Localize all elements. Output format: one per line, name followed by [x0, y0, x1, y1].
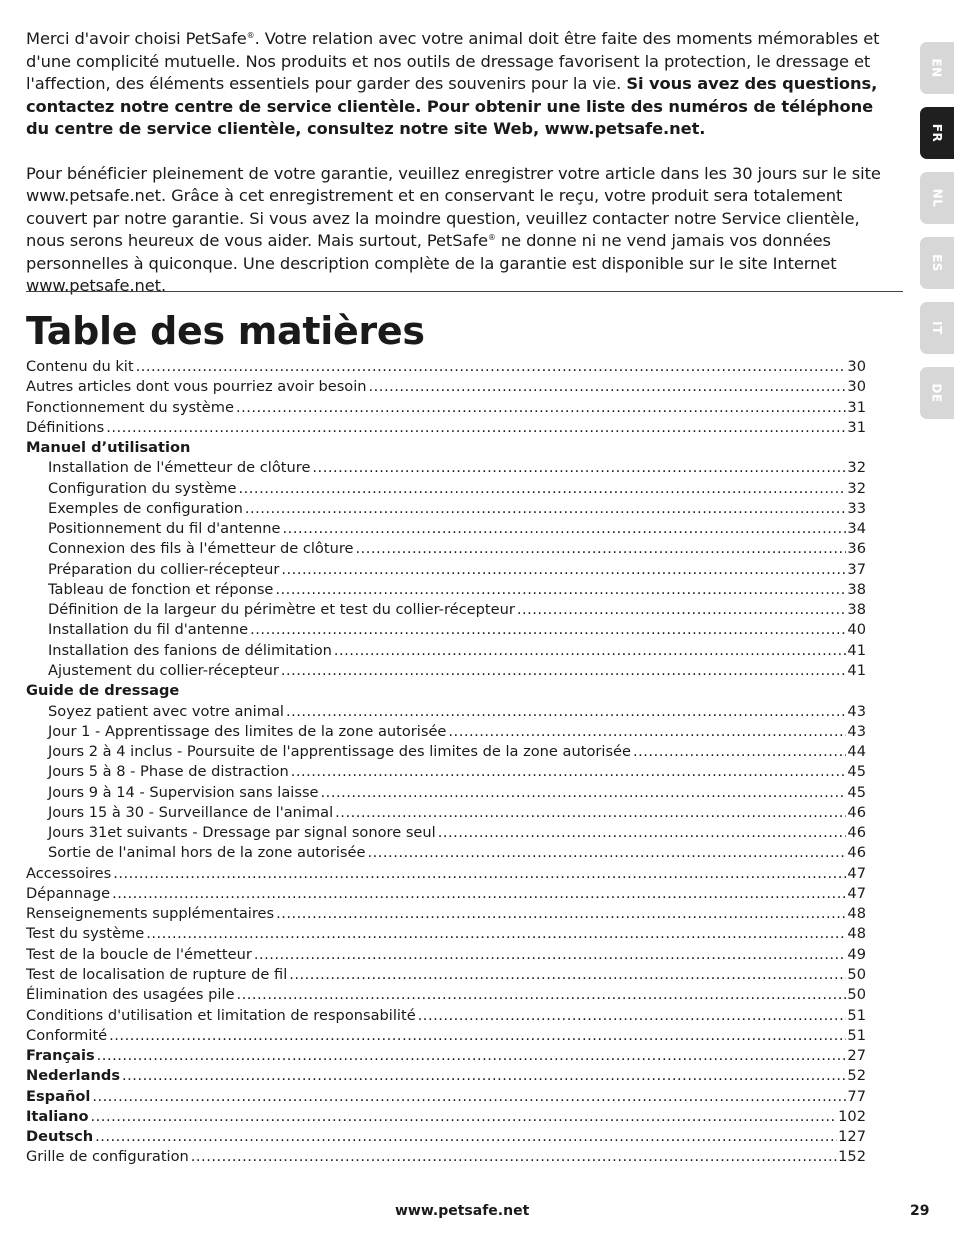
toc-label: Jours 31et suivants - Dressage par signal sonore seul — [48, 824, 436, 842]
toc-page-number: 44 — [847, 743, 866, 761]
toc-entry[interactable] — [26, 458, 866, 478]
toc-section-heading — [26, 681, 866, 701]
toc-leader-dots — [113, 864, 846, 884]
toc-entry[interactable] — [26, 945, 866, 965]
toc-page-number: 43 — [847, 722, 866, 740]
toc-entry[interactable] — [26, 661, 866, 681]
intro-paragraph-1 — [26, 28, 896, 141]
tab-label: NL — [929, 188, 944, 208]
toc-leader-dots — [92, 1087, 846, 1107]
tab-label: EN — [930, 58, 944, 78]
toc-entry[interactable] — [26, 843, 866, 863]
toc-entry[interactable] — [26, 1026, 866, 1046]
toc-label: Ajustement du collier-récepteur — [48, 661, 279, 679]
toc-entry[interactable] — [26, 377, 866, 397]
toc-entry[interactable] — [26, 924, 866, 944]
toc-label: Définitions — [26, 418, 105, 436]
toc-leader-dots — [334, 641, 847, 661]
toc-page-number: 32 — [847, 459, 866, 477]
toc-page-number: 31 — [847, 418, 866, 436]
intro-p2-text: Pour bénéficier pleinement de votre garantie, veuillez enregistrer votre article dans les 30 jours sur le site www.petsafe.net. Grâce à cet enregistrement et en conservant le reçu, votre produit sera totalement couvert par notre garantie. Si vous avez la moindre question, veuillez contacter notre Service clientèle, nous serons heureux de vous aider. Mais surtout, PetSafe — [26, 163, 881, 250]
tab-en[interactable] — [920, 42, 954, 94]
toc-label: Test de la boucle de l'émetteur — [26, 945, 252, 963]
toc-entry[interactable] — [26, 539, 866, 559]
toc-entry[interactable] — [26, 641, 866, 661]
toc-leader-dots — [106, 418, 846, 438]
toc-page-number: 27 — [847, 1047, 866, 1065]
toc-label: Définition de la largeur du périmètre et test du collier-récepteur — [48, 601, 515, 619]
toc-label: Grille de configuration — [26, 1148, 189, 1166]
toc-leader-dots — [236, 398, 846, 418]
toc-label: Connexion des fils à l'émetteur de clôture — [48, 540, 354, 558]
toc-label: Installation de l'émetteur de clôture — [48, 459, 311, 477]
toc-page-number: 49 — [847, 945, 866, 963]
toc-page-number: 46 — [847, 824, 866, 842]
toc-label: Soyez patient avec votre animal — [48, 702, 284, 720]
toc-leader-dots — [418, 1006, 847, 1026]
toc-page-number: 52 — [847, 1067, 866, 1085]
toc-label: Tableau de fonction et réponse — [48, 580, 274, 598]
intro-text — [26, 28, 896, 298]
toc-entry[interactable] — [26, 884, 866, 904]
toc-page-number: 51 — [847, 1026, 866, 1044]
toc-page-number: 37 — [847, 560, 866, 578]
toc-page-number: 51 — [847, 1006, 866, 1024]
toc-entry[interactable] — [26, 722, 866, 742]
toc-leader-dots — [633, 742, 846, 762]
toc-leader-dots — [250, 620, 846, 640]
tab-de[interactable] — [920, 367, 954, 419]
registered-mark: ® — [487, 233, 496, 242]
toc-leader-dots — [91, 1107, 838, 1127]
toc-page-number: 50 — [847, 986, 866, 1004]
toc-leader-dots — [312, 458, 846, 478]
toc-page-number: 40 — [847, 621, 866, 639]
tab-label: IT — [930, 321, 944, 335]
toc-entry[interactable] — [26, 1046, 866, 1066]
language-tabs — [920, 42, 954, 432]
toc-label: Sortie de l'animal hors de la zone autorisée — [48, 844, 366, 862]
tab-es[interactable] — [920, 237, 954, 289]
toc-leader-dots — [122, 1066, 846, 1086]
toc-page-number: 127 — [838, 1128, 866, 1146]
toc-label: Élimination des usagées pile — [26, 986, 235, 1004]
toc-entry[interactable] — [26, 823, 866, 843]
toc-label: Autres articles dont vous pourriez avoir besoin — [26, 378, 367, 396]
footer-url[interactable]: www.petsafe.net — [395, 1203, 530, 1219]
toc-leader-dots — [321, 783, 847, 803]
toc-label: Deutsch — [26, 1128, 94, 1146]
toc-label: Fonctionnement du système — [26, 398, 234, 416]
toc-leader-dots — [448, 722, 846, 742]
toc-page-number: 102 — [838, 1107, 866, 1125]
toc-leader-dots — [286, 702, 846, 722]
toc-entry[interactable] — [26, 600, 866, 620]
toc-page-number: 45 — [847, 783, 866, 801]
toc-entry[interactable] — [26, 965, 866, 985]
toc-page-number: 38 — [847, 601, 866, 619]
toc-leader-dots — [254, 945, 847, 965]
toc-entry[interactable] — [26, 479, 866, 499]
toc-label: Test de localisation de rupture de fil — [26, 965, 288, 983]
toc-entry[interactable] — [26, 1147, 866, 1167]
toc-leader-dots — [275, 580, 846, 600]
toc-label: Conditions d'utilisation et limitation de responsabilité — [26, 1006, 416, 1024]
toc-page-number: 32 — [847, 479, 866, 497]
toc-page-number: 43 — [847, 702, 866, 720]
toc-leader-dots — [95, 1127, 837, 1147]
toc-page-number: 30 — [847, 378, 866, 396]
toc-entry[interactable] — [26, 560, 866, 580]
tab-nl[interactable] — [920, 172, 954, 224]
toc-page-number: 31 — [847, 398, 866, 416]
page-number: 29 — [910, 1203, 930, 1219]
toc-entry[interactable] — [26, 985, 866, 1005]
toc-page-number: 46 — [847, 803, 866, 821]
toc-entry[interactable] — [26, 357, 866, 377]
toc-page-number: 152 — [838, 1148, 866, 1166]
toc-leader-dots — [136, 357, 847, 377]
toc-label: Français — [26, 1047, 95, 1065]
toc-label: Test du système — [26, 925, 145, 943]
toc-label: Conformité — [26, 1026, 108, 1044]
registered-mark: ® — [246, 31, 255, 40]
toc-leader-dots — [369, 377, 847, 397]
toc-entry[interactable] — [26, 742, 866, 762]
toc-entry[interactable] — [26, 803, 866, 823]
tab-label: DE — [929, 383, 944, 403]
toc-page-number: 77 — [847, 1087, 866, 1105]
toc-label: Jour 1 - Apprentissage des limites de la zone autorisée — [48, 722, 447, 740]
toc-label: Dépannage — [26, 884, 111, 902]
divider — [26, 291, 903, 292]
toc-leader-dots — [276, 904, 846, 924]
toc-leader-dots — [146, 924, 846, 944]
toc-page-number: 33 — [847, 499, 866, 517]
toc-page-number: 30 — [847, 358, 866, 375]
toc-entry[interactable] — [26, 398, 866, 418]
table-of-contents — [26, 357, 866, 1168]
toc-entry[interactable] — [26, 1107, 866, 1127]
toc-page-number: 34 — [847, 520, 866, 538]
toc-page-number: 50 — [847, 965, 866, 983]
toc-label: Contenu du kit — [26, 358, 134, 375]
toc-leader-dots — [109, 1026, 846, 1046]
toc-entry[interactable] — [26, 1066, 866, 1086]
tab-fr[interactable] — [920, 107, 954, 159]
toc-entry[interactable] — [26, 1006, 866, 1026]
toc-label: Configuration du système — [48, 479, 237, 497]
toc-label: Exemples de configuration — [48, 499, 243, 517]
toc-label: Jours 2 à 4 inclus - Poursuite de l'apprentissage des limites de la zone autorisée — [48, 743, 632, 761]
toc-page-number: 46 — [847, 844, 866, 862]
tab-label: FR — [930, 123, 944, 143]
toc-label: Italiano — [26, 1107, 89, 1125]
toc-page-number: 47 — [847, 884, 866, 902]
toc-entry[interactable] — [26, 519, 866, 539]
toc-leader-dots — [291, 762, 847, 782]
tab-it[interactable] — [920, 302, 954, 354]
toc-label: Positionnement du fil d'antenne — [48, 520, 281, 538]
toc-leader-dots — [281, 560, 846, 580]
toc-page-number: 41 — [847, 661, 866, 679]
toc-leader-dots — [191, 1147, 837, 1167]
toc-section-heading — [26, 438, 866, 458]
toc-label: Installation des fanions de délimitation — [48, 641, 332, 659]
toc-label: Jours 15 à 30 - Surveillance de l'animal — [48, 803, 334, 821]
toc-entry[interactable] — [26, 904, 866, 924]
toc-leader-dots — [368, 843, 847, 863]
toc-leader-dots — [245, 499, 847, 519]
toc-label: Español — [26, 1087, 91, 1105]
toc-entry[interactable] — [26, 783, 866, 803]
toc-label: Renseignements supplémentaires — [26, 905, 275, 923]
toc-leader-dots — [355, 539, 846, 559]
toc-page-number: 48 — [847, 905, 866, 923]
toc-leader-dots — [335, 803, 846, 823]
toc-leader-dots — [239, 479, 847, 499]
toc-leader-dots — [281, 661, 847, 681]
toc-entry[interactable] — [26, 418, 866, 438]
toc-leader-dots — [438, 823, 847, 843]
toc-label: Nederlands — [26, 1067, 121, 1085]
toc-leader-dots — [283, 519, 847, 539]
toc-label: Installation du fil d'antenne — [48, 621, 249, 639]
toc-entry[interactable] — [26, 864, 866, 884]
toc-leader-dots — [97, 1046, 847, 1066]
toc-page-number: 41 — [847, 641, 866, 659]
toc-entry[interactable] — [26, 1127, 866, 1147]
toc-page-number: 48 — [847, 925, 866, 943]
toc-page-number: 36 — [847, 540, 866, 558]
toc-entry[interactable] — [26, 762, 866, 782]
toc-label: Manuel d’utilisation — [26, 439, 191, 457]
toc-page-number: 47 — [847, 864, 866, 882]
toc-leader-dots — [236, 985, 846, 1005]
toc-entry[interactable] — [26, 620, 866, 640]
toc-entry[interactable] — [26, 499, 866, 519]
toc-page-number: 38 — [847, 580, 866, 598]
toc-leader-dots — [517, 600, 847, 620]
intro-p1-text-cont: . Votre relation avec votre animal doit être faite des moments mémorables et d'une complicité mutuelle. Nos produits et nos outils de dressage favorisent la protection, le dressage et l'affection, des éléments essentiels pour garder des souvenirs pour la vie. — [26, 29, 880, 93]
toc-entry[interactable] — [26, 1087, 866, 1107]
toc-leader-dots — [112, 884, 846, 904]
toc-entry[interactable] — [26, 580, 866, 600]
page-title: Table des matières — [26, 309, 425, 353]
tab-label: ES — [930, 254, 944, 272]
intro-paragraph-2 — [26, 163, 896, 298]
toc-label: Préparation du collier-récepteur — [48, 560, 280, 578]
toc-page-number: 45 — [847, 763, 866, 781]
toc-label: Guide de dressage — [26, 682, 180, 700]
intro-p1-text: Merci d'avoir choisi PetSafe — [26, 29, 247, 48]
toc-entry[interactable] — [26, 702, 866, 722]
toc-leader-dots — [289, 965, 846, 985]
intro-p2-text-cont: ne donne ni ne vend jamais vos données personnelles à quiconque. Une description complète de la garantie est disponible sur le site Internet www.petsafe.net. — [26, 231, 837, 295]
toc-label: Jours 9 à 14 - Supervision sans laisse — [48, 783, 319, 801]
toc-label: Accessoires — [26, 864, 112, 882]
toc-label: Jours 5 à 8 - Phase de distraction — [48, 763, 289, 781]
intro-p1-bold: Si vous avez des questions, contactez notre centre de service clientèle. Pour obtenir une liste des numéros de téléphone du centre de service clientèle, consultez notre site Web, www.petsafe.net. — [26, 74, 878, 138]
